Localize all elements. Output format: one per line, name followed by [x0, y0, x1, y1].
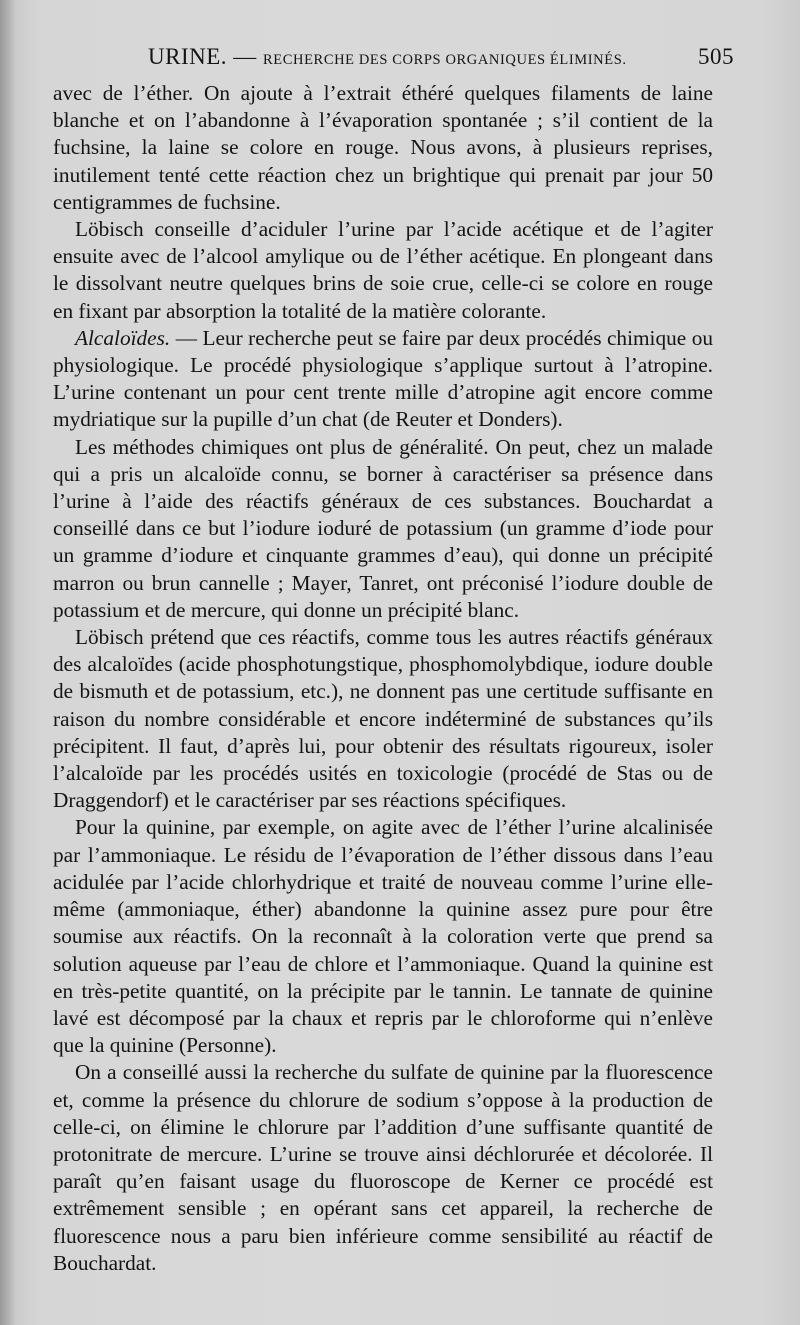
paragraph-text: avec de l’éther. On ajoute à l’extrait éthéré quelques filaments de laine blanche et on l’abandonne à l’évaporation spontanée ; s’il contient de la fuchsine, la laine se colore en rouge. Nous avons, à plusieurs reprises, inutilement tenté cette réaction chez un brightique qui prenait par jour 50 centigrammes de fuchsine.	[53, 81, 713, 214]
paragraph	[53, 1059, 713, 1277]
paragraph-text: On a conseillé aussi la recherche du sulfate de quinine par la fluorescence et, comme la présence du chlorure de sodium s’oppose à la production de celle-ci, on élimine le chlorure par l’addition d’une suffisante quantité de protonitrate de mercure. L’urine se trouve ainsi déchlorurée et décolorée. Il paraît qu’en faisant usage du fluoroscope de Kerner ce procédé est extrêmement sensible ; en opérant sans cet appareil, la recherche de fluorescence nous a paru bien inférieure comme sensibilité au réactif de Bouchardat.	[53, 1060, 713, 1275]
paragraph	[53, 216, 713, 325]
paragraph	[53, 434, 713, 624]
body-text	[53, 80, 713, 1277]
running-head-main: URINE.	[148, 44, 228, 69]
running-head-title	[148, 44, 627, 70]
paragraph-continued	[53, 80, 713, 216]
paragraph-text: Löbisch conseille d’aciduler l’urine par l’acide acétique et de l’agiter ensuite avec de l’alcool amylique ou de l’éther acétique. En plongeant dans le dissolvant neutre quelques brins de soie crue, celle-ci se colore en rouge en fixant par absorption la totalité de la matière colorante.	[53, 217, 713, 323]
paragraph	[53, 814, 713, 1059]
running-head	[148, 44, 734, 74]
section-heading: Alcaloïdes.	[75, 325, 171, 350]
paragraph-alcaloides	[53, 325, 713, 434]
paragraph-text: Pour la quinine, par exemple, on agite avec de l’éther l’urine alcalinisée par l’ammoniaque. Le résidu de l’évaporation de l’éther dissous dans l’eau acidulée par l’acide chlorhydrique et traité de nouveau comme l’urine elle-même (ammoniaque, éther) abandonne la quinine assez pure pour être soumise aux réactifs. On la reconnaît à la coloration verte que prend sa solution aqueuse par l’eau de chlore et l’ammoniaque. Quand la quinine est en très-petite quantité, on la précipite par le tannin. Le tannate de quinine lavé est décomposé par la chaux et repris par le chloroforme qui n’enlève que la quinine (Personne).	[53, 815, 713, 1058]
paragraph-text: Löbisch prétend que ces réactifs, comme tous les autres réactifs généraux des alcaloïdes (acide phosphotungstique, phosphomolybdique, iodure double de bismuth et de potassium, etc.), ne donnent pas une certitude suffisante en raison du nombre considérable et encore indéterminé de substances qu’ils précipitent. Il faut, d’après lui, pour obtenir des résultats rigoureux, isoler l’alcaloïde par les procédés usités en toxicologie (procédé de Stas ou de Draggendorf) et le caractériser par ses réactions spécifiques.	[53, 625, 713, 813]
running-head-subtitle: RECHERCHE DES CORPS ORGANIQUES ÉLIMINÉS.	[263, 52, 627, 68]
running-head-dash: —	[227, 44, 264, 69]
paragraph-text: Les méthodes chimiques ont plus de généralité. On peut, chez un malade qui a pris un alcaloïde connu, se borner à caractériser sa présence dans l’urine à l’aide des réactifs généraux de ces substances. Bouchardat a conseillé dans ce but l’iodure ioduré de potassium (un gramme d’iode pour un gramme d’iodure et cinquante grammes d’eau), qui donne un précipité marron ou brun cannelle ; Mayer, Tanret, ont préconisé l’iodure double de potassium et de mercure, qui donne un précipité blanc.	[53, 434, 713, 622]
binding-shadow	[0, 0, 16, 1325]
page-number: 505	[698, 44, 734, 69]
paragraph	[53, 624, 713, 814]
paragraph-text: — Leur recherche peut se faire par deux procédés chimique ou physiologique. Le procédé physiologique s’applique surtout à l’atropine. L’urine contenant un pour cent trente mille d’atropine agit encore comme mydriatique sur la pupille d’un chat (de Reuter et Donders).	[53, 325, 713, 432]
